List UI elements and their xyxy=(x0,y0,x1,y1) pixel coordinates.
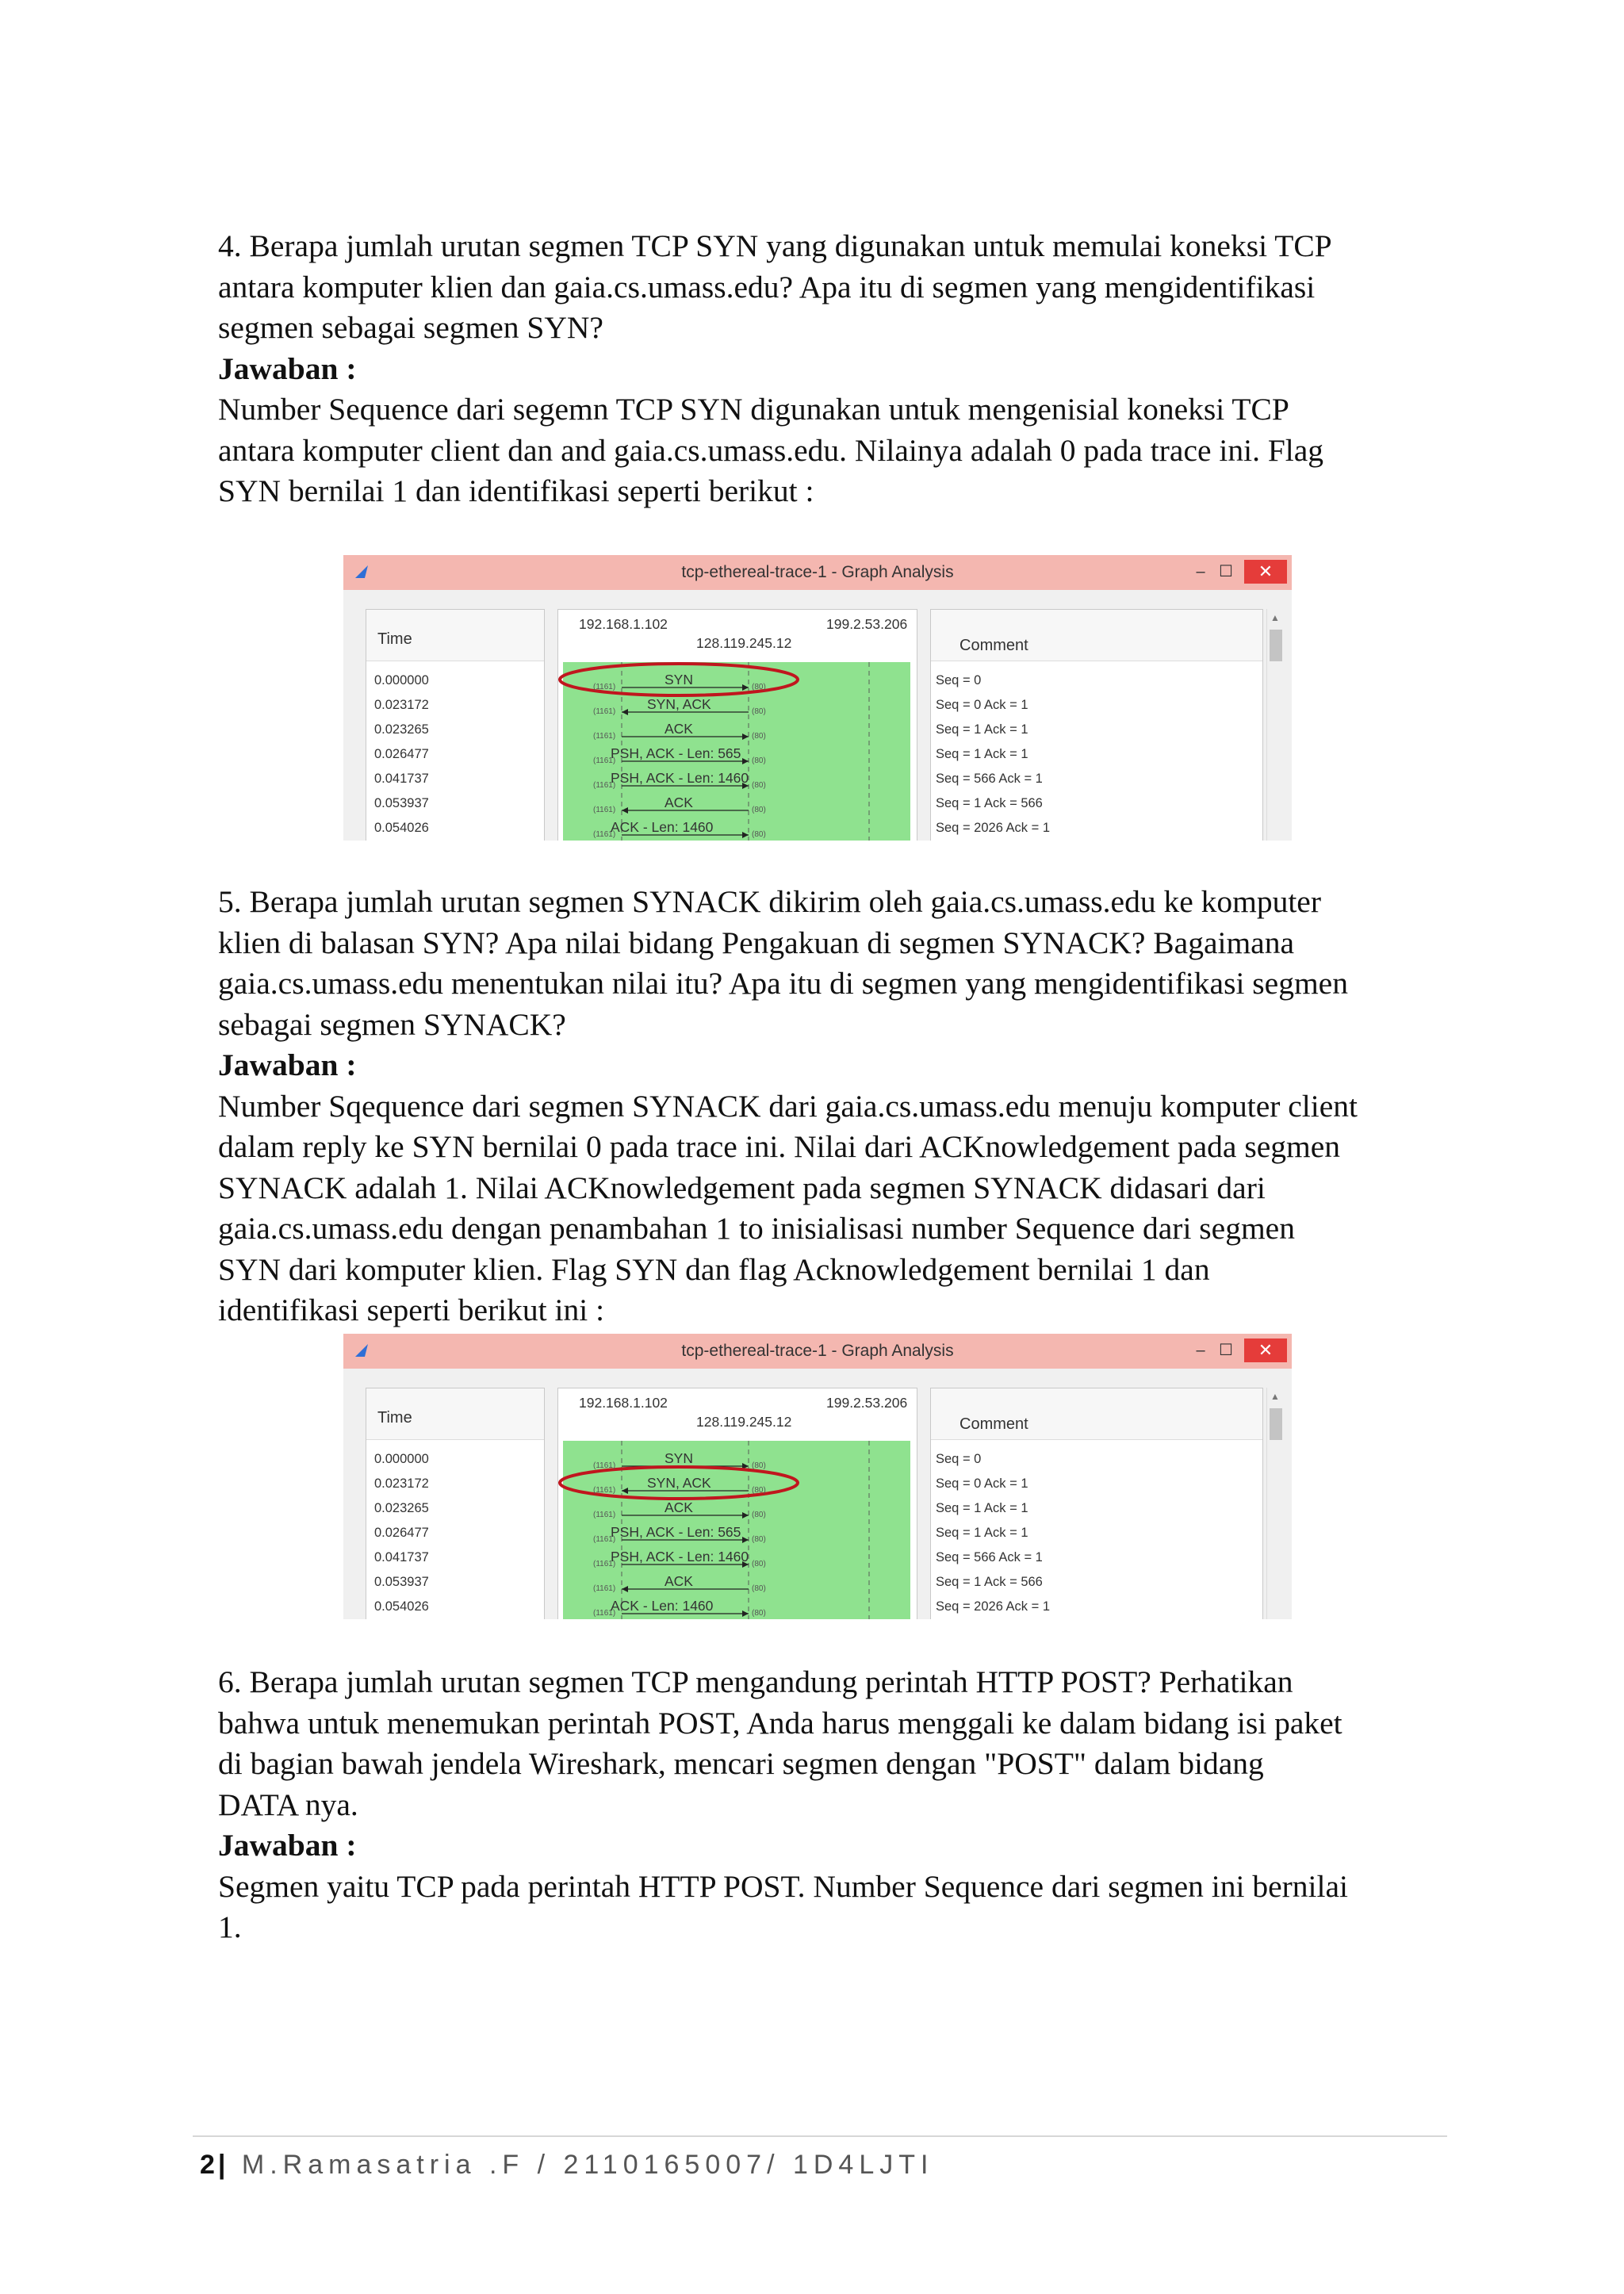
time-cell[interactable]: 0.053937 xyxy=(374,796,429,810)
time-cell[interactable]: 0.000000 xyxy=(374,673,429,687)
time-cell[interactable]: 0.054026 xyxy=(374,1599,429,1614)
port-left-label: (1161) xyxy=(593,806,616,814)
arrow-head-icon xyxy=(622,709,628,715)
time-column-header[interactable] xyxy=(366,1388,544,1440)
port-right-label: (80) xyxy=(752,1486,766,1495)
footer-author: M.Ramasatria .F / 2110165007/ 1D4LJTI xyxy=(241,2150,934,2180)
arrow-head-icon xyxy=(742,1512,749,1518)
comment-cell[interactable]: Seq = 566 Ack = 1 xyxy=(936,1550,1043,1564)
arrow-head-icon xyxy=(622,1488,628,1494)
arrow-head-icon xyxy=(742,1537,749,1543)
page-footer xyxy=(200,2150,933,2181)
host-left-ip: 192.168.1.102 xyxy=(579,616,668,632)
comment-cell[interactable]: Seq = 0 Ack = 1 xyxy=(936,698,1028,712)
time-cell[interactable]: 0.000000 xyxy=(374,1452,429,1466)
time-header-label: Time xyxy=(377,1409,412,1427)
port-right-label: (80) xyxy=(752,732,766,741)
answer-4-label: Jawaban : xyxy=(218,350,357,386)
comment-column xyxy=(930,609,1263,841)
port-right-label: (80) xyxy=(752,830,766,839)
host-right-ip: 199.2.53.206 xyxy=(826,616,908,632)
time-cell[interactable]: 0.023265 xyxy=(374,722,429,737)
window-titlebar xyxy=(343,555,1292,590)
comment-header-label: Comment xyxy=(959,1415,1028,1433)
comment-cell[interactable]: Seq = 2026 Ack = 1 xyxy=(936,821,1051,835)
port-right-label: (80) xyxy=(752,756,766,765)
port-left-label: (1161) xyxy=(593,1535,616,1544)
scroll-thumb[interactable] xyxy=(1270,630,1282,661)
port-right-label: (80) xyxy=(752,1560,766,1568)
time-cell[interactable]: 0.023172 xyxy=(374,698,429,712)
port-right-label: (80) xyxy=(752,781,766,790)
time-cell[interactable]: 0.026477 xyxy=(374,747,429,761)
time-column xyxy=(366,1388,545,1619)
time-cell[interactable]: 0.041737 xyxy=(374,1550,429,1564)
port-left-label: (1161) xyxy=(593,756,616,765)
arrow-head-icon xyxy=(742,832,749,838)
packet-label[interactable]: PSH, ACK - Len: 1460 xyxy=(611,1549,749,1564)
close-icon[interactable]: ✕ xyxy=(1244,1338,1287,1362)
host-mid-ip: 128.119.245.12 xyxy=(696,635,792,651)
packet-label[interactable]: PSH, ACK - Len: 565 xyxy=(611,745,741,761)
scroll-up-icon[interactable]: ▲ xyxy=(1270,612,1280,623)
question-5-section xyxy=(218,882,1439,1331)
port-right-label: (80) xyxy=(752,1535,766,1544)
answer-5-label: Jawaban : xyxy=(218,1047,357,1082)
port-right-label: (80) xyxy=(752,1609,766,1618)
packet-label[interactable]: ACK - Len: 1460 xyxy=(611,819,714,835)
port-left-label: (1161) xyxy=(593,1584,616,1593)
footer-separator: | xyxy=(217,2150,229,2180)
packet-label[interactable]: SYN xyxy=(665,1450,693,1466)
time-column xyxy=(366,609,545,841)
comment-cell[interactable]: Seq = 0 xyxy=(936,1452,982,1466)
port-right-label: (80) xyxy=(752,683,766,691)
packet-label[interactable]: ACK - Len: 1460 xyxy=(611,1598,714,1614)
comment-cell[interactable]: Seq = 1 Ack = 566 xyxy=(936,1575,1043,1589)
question-4-text: 4. Berapa jumlah urutan segmen TCP SYN yang digunakan untuk memulai koneksi TCP antara komputer klien dan gaia.cs.umass.edu? Apa itu di segmen yang mengidentifikasi segmen sebagai segmen SYN? xyxy=(218,228,1332,345)
scroll-up-icon[interactable]: ▲ xyxy=(1270,1391,1280,1402)
answer-6-text: Segmen yaitu TCP pada perintah HTTP POST. Number Sequence dari segmen ini bernilai 1. xyxy=(218,1868,1348,1944)
comment-cell[interactable]: Seq = 1 Ack = 1 xyxy=(936,747,1028,761)
window-title: tcp-ethereal-trace-1 - Graph Analysis xyxy=(681,563,954,581)
time-cell[interactable]: 0.054026 xyxy=(374,821,429,835)
minimize-icon[interactable]: – xyxy=(1196,563,1205,580)
packet-label[interactable]: PSH, ACK - Len: 1460 xyxy=(611,770,749,786)
port-left-label: (1161) xyxy=(593,830,616,839)
comment-cell[interactable]: Seq = 2026 Ack = 1 xyxy=(936,1599,1051,1614)
window-titlebar xyxy=(343,1334,1292,1369)
close-icon[interactable]: ✕ xyxy=(1244,560,1287,584)
minimize-icon[interactable]: – xyxy=(1196,1342,1205,1359)
answer-4-text: Number Sequence dari segemn TCP SYN digunakan untuk mengenisial koneksi TCP antara komputer client dan and gaia.cs.umass.edu. Nilainya adalah 0 pada trace ini. Flag SYN bernilai 1 dan identifikasi seperti berikut : xyxy=(218,392,1324,508)
host-right-ip: 199.2.53.206 xyxy=(826,1395,908,1411)
port-left-label: (1161) xyxy=(593,781,616,790)
comment-header-label: Comment xyxy=(959,637,1028,654)
flow-graph xyxy=(557,609,917,841)
port-left-label: (1161) xyxy=(593,1511,616,1519)
time-column-header[interactable] xyxy=(366,610,544,661)
port-right-label: (80) xyxy=(752,1584,766,1593)
packet-label[interactable]: ACK xyxy=(665,721,693,737)
packet-label[interactable]: PSH, ACK - Len: 565 xyxy=(611,1524,741,1540)
comment-column xyxy=(930,1388,1263,1619)
comment-cell[interactable]: Seq = 0 xyxy=(936,673,982,687)
comment-cell[interactable]: Seq = 1 Ack = 1 xyxy=(936,1526,1028,1540)
question-6-section xyxy=(218,1662,1439,1948)
comment-column-header[interactable] xyxy=(931,1388,1262,1440)
port-right-label: (80) xyxy=(752,806,766,814)
arrow-head-icon xyxy=(622,1586,628,1592)
port-left-label: (1161) xyxy=(593,732,616,741)
vertical-scrollbar[interactable] xyxy=(1266,609,1285,841)
comment-cell[interactable]: Seq = 1 Ack = 1 xyxy=(936,722,1028,737)
port-left-label: (1161) xyxy=(593,683,616,691)
comment-cell[interactable]: Seq = 1 Ack = 566 xyxy=(936,796,1043,810)
host-left-ip: 192.168.1.102 xyxy=(579,1395,668,1411)
port-right-label: (80) xyxy=(752,1461,766,1470)
port-left-label: (1161) xyxy=(593,1609,616,1618)
time-cell[interactable]: 0.026477 xyxy=(374,1526,429,1540)
footer-divider xyxy=(193,2135,1447,2137)
maximize-icon[interactable]: ☐ xyxy=(1219,1342,1233,1359)
host-mid-ip: 128.119.245.12 xyxy=(696,1414,792,1430)
time-header-label: Time xyxy=(377,630,412,648)
page-number: 2 xyxy=(200,2150,218,2180)
question-6-text: 6. Berapa jumlah urutan segmen TCP mengandung perintah HTTP POST? Perhatikan bahwa untuk menemukan perintah POST, Anda harus menggali ke dalam bidang isi paket di bagian bawah jendela Wireshark, mencari segmen dengan "POST" dalam bidang DATA nya. xyxy=(218,1664,1342,1822)
arrow-head-icon xyxy=(742,1610,749,1617)
time-cell[interactable]: 0.041737 xyxy=(374,772,429,786)
packet-label[interactable]: SYN, ACK xyxy=(647,1475,711,1491)
time-cell[interactable]: 0.053937 xyxy=(374,1575,429,1589)
flow-graph xyxy=(557,1388,917,1619)
arrow-head-icon xyxy=(742,684,749,691)
packet-label[interactable]: ACK xyxy=(665,795,693,810)
port-right-label: (80) xyxy=(752,1511,766,1519)
graph-analysis-screenshot-syn xyxy=(343,555,1292,841)
arrow-head-icon xyxy=(742,733,749,740)
arrow-head-icon xyxy=(622,807,628,814)
port-left-label: (1161) xyxy=(593,1461,616,1470)
arrow-head-icon xyxy=(742,758,749,764)
packet-label[interactable]: ACK xyxy=(665,1573,693,1589)
port-right-label: (80) xyxy=(752,707,766,716)
scroll-thumb[interactable] xyxy=(1270,1408,1282,1440)
port-left-label: (1161) xyxy=(593,707,616,716)
answer-6-label: Jawaban : xyxy=(218,1828,357,1863)
vertical-scrollbar[interactable] xyxy=(1266,1388,1285,1619)
graph-analysis-screenshot-synack xyxy=(343,1334,1292,1619)
comment-column-header[interactable] xyxy=(931,610,1262,661)
packet-label[interactable]: SYN, ACK xyxy=(647,696,711,712)
maximize-icon[interactable]: ☐ xyxy=(1219,563,1233,580)
window-title: tcp-ethereal-trace-1 - Graph Analysis xyxy=(681,1342,954,1360)
packet-label[interactable]: SYN xyxy=(665,672,693,687)
answer-5-text: Number Sqequence dari segmen SYNACK dari gaia.cs.umass.edu menuju komputer client dalam reply ke SYN bernilai 0 pada trace ini. Nilai dari ACKnowledgement pada segmen SYNACK adalah 1. Nilai ACKnowledgement pada segmen SYNACK didasari dari gaia.cs.umass.edu dengan penambahan 1 to inisialisasi number Sequence dari segmen SYN dari komputer klien. Flag SYN dan flag Acknowledgement bernilai 1 dan identifikasi seperti berikut ini : xyxy=(218,1088,1358,1327)
question-4-section xyxy=(218,226,1439,512)
comment-cell[interactable]: Seq = 566 Ack = 1 xyxy=(936,772,1043,786)
time-cell[interactable]: 0.023265 xyxy=(374,1501,429,1515)
time-cell[interactable]: 0.023172 xyxy=(374,1476,429,1491)
port-left-label: (1161) xyxy=(593,1560,616,1568)
port-left-label: (1161) xyxy=(593,1486,616,1495)
question-5-text: 5. Berapa jumlah urutan segmen SYNACK dikirim oleh gaia.cs.umass.edu ke komputer klien di balasan SYN? Apa nilai bidang Pengakuan di segmen SYNACK? Bagaimana gaia.cs.umass.edu menentukan nilai itu? Apa itu di segmen yang mengidentifikasi segmen sebagai segmen SYNACK? xyxy=(218,884,1348,1042)
comment-cell[interactable]: Seq = 1 Ack = 1 xyxy=(936,1501,1028,1515)
packet-label[interactable]: ACK xyxy=(665,1499,693,1515)
comment-cell[interactable]: Seq = 0 Ack = 1 xyxy=(936,1476,1028,1491)
